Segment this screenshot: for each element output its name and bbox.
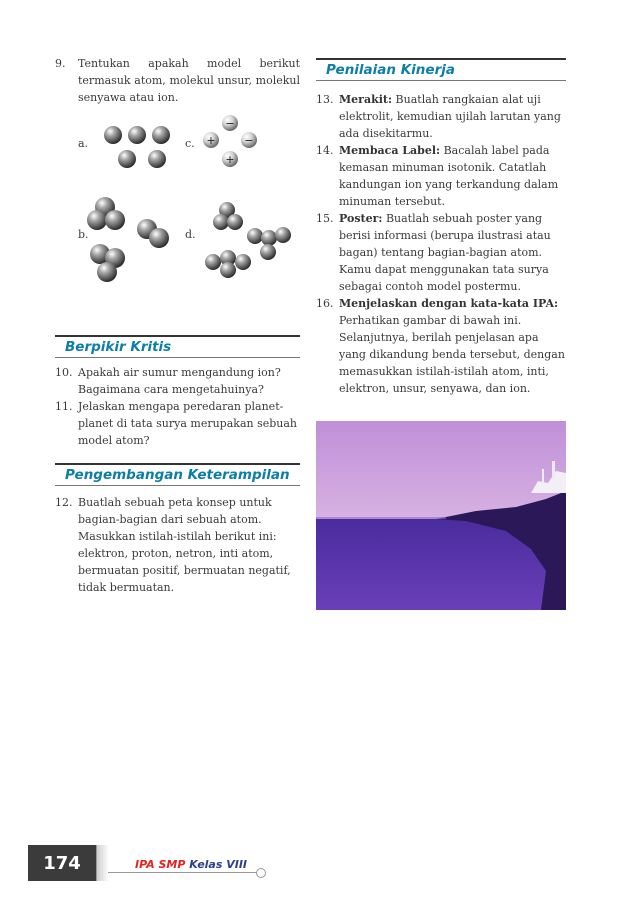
page-footer — [0, 843, 638, 883]
question-number: 11. — [55, 400, 73, 413]
penilaian-list — [316, 91, 566, 397]
left-column — [55, 55, 300, 596]
question-keyword: Menjelaskan dengan kata-kata IPA: — [339, 297, 559, 310]
ion-sign-plus: + — [225, 153, 235, 166]
question-12 — [55, 494, 300, 596]
question-number: 9. — [55, 57, 66, 70]
model-label-d: d. — [185, 228, 196, 241]
question-text: Tentukan apakah model berikut termasuk atom, molekul unsur, molekul senyawa atau ion. — [78, 57, 300, 104]
question-text — [339, 210, 566, 295]
question-10 — [55, 364, 300, 398]
question-number: 15. — [316, 212, 334, 225]
question-keyword: Poster: — [339, 212, 383, 225]
question-number: 10. — [55, 366, 73, 379]
ion-sign-plus: + — [206, 134, 216, 147]
question-body: Buatlah rangkaian alat uji elektrolit, kemudian ujilah larutan yang ada disekitarmu. — [339, 93, 561, 140]
model-a-atoms — [104, 126, 170, 168]
book-title-subject: IPA SMP — [135, 858, 186, 871]
model-label-b: b. — [78, 228, 89, 241]
question-text: Jelaskan mengapa peredaran planet-planet di tata surya merupakan sebuah model atom? — [78, 400, 298, 447]
question-13 — [316, 91, 566, 142]
berpikir-kritis-section — [55, 335, 300, 358]
page-number: 174 — [28, 845, 96, 881]
berpikir-kritis-list — [55, 364, 300, 449]
question-11 — [55, 398, 300, 449]
question-number: 14. — [316, 144, 334, 157]
pengembangan-list — [55, 494, 300, 596]
model-b-molecules — [87, 197, 169, 282]
question-text — [339, 91, 566, 142]
molecule-models — [55, 110, 300, 335]
book-title-grade: Kelas VIII — [189, 858, 248, 871]
book-title — [135, 858, 247, 871]
question-text — [339, 142, 566, 210]
question-text — [339, 295, 566, 397]
right-column — [316, 55, 566, 397]
model-label-a: a. — [78, 137, 89, 150]
question-text: Buatlah sebuah peta konsep untuk bagian-bagian dari sebuah atom. Masukkan istilah-istilah berikut ini: elektron, proton, netron, inti atom, bermuatan positif, bermuatan negatif, tidak bermuatan. — [78, 496, 291, 594]
question-9 — [55, 55, 300, 106]
question-body: Bacalah label pada kemasan minuman isotonik. Catatlah kandungan ion yang terkandung dalam minuman tersebut. — [339, 144, 559, 208]
question-number: 12. — [55, 496, 73, 509]
question-keyword: Membaca Label: — [339, 144, 441, 157]
model-c-ions — [203, 115, 257, 167]
seascape-illustration — [316, 421, 566, 610]
molecule-illustrations — [55, 110, 300, 335]
question-body: Buatlah sebuah poster yang berisi informasi (berupa ilustrasi atau bagan) tentang bagian-bagian atom. Kamu dapat menggunakan tata surya sebagai contoh model postermu. — [339, 212, 551, 293]
question-body: Perhatikan gambar di bawah ini. Selanjutnya, berilah penjelasan apa yang dikandung benda tersebut, dengan memasukkan istilah-istilah atom, inti, elektron, unsur, senyawa, dan ion. — [339, 314, 565, 395]
footer-divider — [108, 872, 258, 873]
model-d-molecules — [205, 202, 291, 278]
penilaian-kinerja-section — [316, 58, 566, 81]
section-title: Berpikir Kritis — [55, 335, 300, 358]
question-16 — [316, 295, 566, 397]
question-text: Apakah air sumur mengandung ion? Bagaimana cara mengetahuinya? — [78, 366, 281, 396]
question-15 — [316, 210, 566, 295]
question-keyword: Merakit: — [339, 93, 393, 106]
question-14 — [316, 142, 566, 210]
ion-sign-minus: − — [244, 134, 254, 147]
section-title: Penilaian Kinerja — [316, 58, 566, 81]
ion-sign-minus: − — [225, 117, 235, 130]
seascape-photo — [316, 421, 566, 610]
pengembangan-keterampilan-section — [55, 463, 300, 486]
question-number: 13. — [316, 93, 334, 106]
footer-circle-ornament — [256, 868, 266, 878]
model-label-c: c. — [185, 137, 195, 150]
page-tab-decoration — [96, 845, 109, 881]
question-number: 16. — [316, 297, 334, 310]
section-title: Pengembangan Keterampilan — [55, 463, 300, 486]
